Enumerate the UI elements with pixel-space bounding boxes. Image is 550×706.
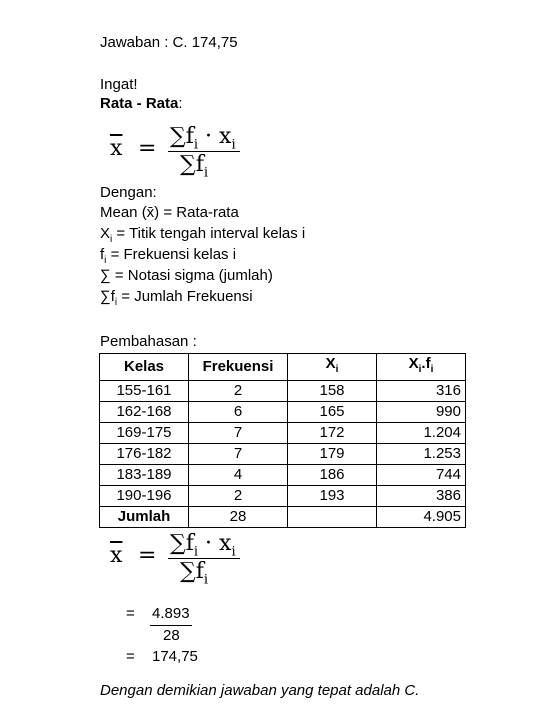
calc-numerator: 4.893 [152,605,190,622]
formula-numerator: $\sum f_i \cdot x_i$ [170,124,236,153]
table-total-row [100,507,466,528]
cell-kelas: 176-182 [100,444,189,465]
formula2-equals: = [138,543,157,568]
conclusion: Dengan demikian jawaban yang tepat adalah C. [100,682,420,699]
formula2-denominator: $\sum f_i$ [180,559,209,588]
total-x [288,507,377,528]
header-frekuensi: Frekuensi [189,354,288,381]
cell-xifi: 386 [377,486,466,507]
def-xi: $X_i$ = Titik tengah interval kelas i [100,225,306,245]
mean-heading-colon: : [178,95,183,112]
cell-xi: 193 [288,486,377,507]
cell-xi: 158 [288,381,377,402]
table-header-row [100,354,466,381]
cell-kelas: 155-161 [100,381,189,402]
reminder-label: Ingat! [100,76,138,93]
cell-frekuensi: 2 [189,486,288,507]
def-fi: $f_i$ = Frekuensi kelas i [100,246,237,266]
dengan-label: Dengan: [100,184,157,201]
table-row [100,465,466,486]
table-row [100,402,466,423]
cell-xifi: 316 [377,381,466,402]
cell-kelas: 183-189 [100,465,189,486]
table-row [100,486,466,507]
cell-xi: 165 [288,402,377,423]
formula-lhs: $\overline{x}$ [110,136,123,161]
cell-frekuensi: 4 [189,465,288,486]
calc-denominator: 28 [163,627,180,644]
header-xi: $X_i$ [288,354,377,381]
formula-equals: = [138,136,157,161]
cell-xi: 172 [288,423,377,444]
header-xifi: $X_i.f_i$ [377,354,466,381]
cell-xifi: 744 [377,465,466,486]
cell-kelas: 190-196 [100,486,189,507]
cell-xi: 186 [288,465,377,486]
cell-xifi: 1.253 [377,444,466,465]
calc-equals-1: = [126,605,135,622]
calc-equals-2: = [126,648,135,665]
cell-xifi: 990 [377,402,466,423]
cell-frekuensi: 7 [189,444,288,465]
mean-heading-text: Rata - Rata [100,95,179,112]
def-sum-fi: $\sum f_i$ = Jumlah Frekuensi [100,288,253,308]
cell-xi: 179 [288,444,377,465]
mean-heading [100,94,183,114]
total-frequency: 28 [189,507,288,528]
cell-frekuensi: 2 [189,381,288,402]
def-sigma: ∑ = Notasi sigma (jumlah) [100,267,273,284]
def-mean: Mean (x̄) = Rata-rata [100,204,239,221]
table-row [100,423,466,444]
calc-result: 174,75 [152,648,198,665]
cell-frekuensi: 7 [189,423,288,444]
pembahasan-label: Pembahasan : [100,333,197,350]
header-kelas: Kelas [100,354,189,381]
table-row [100,381,466,402]
frequency-table [99,353,466,528]
cell-kelas: 162-168 [100,402,189,423]
cell-xifi: 1.204 [377,423,466,444]
formula-denominator: $\sum f_i$ [180,152,209,181]
total-label: Jumlah [100,507,189,528]
answer-line: Jawaban : C. 174,75 [100,34,238,51]
table-row [100,444,466,465]
total-xf: 4.905 [377,507,466,528]
formula2-numerator: $\sum f_i \cdot x_i$ [170,531,236,560]
cell-kelas: 169-175 [100,423,189,444]
formula2-lhs: $\overline{x}$ [110,543,123,568]
cell-frekuensi: 6 [189,402,288,423]
